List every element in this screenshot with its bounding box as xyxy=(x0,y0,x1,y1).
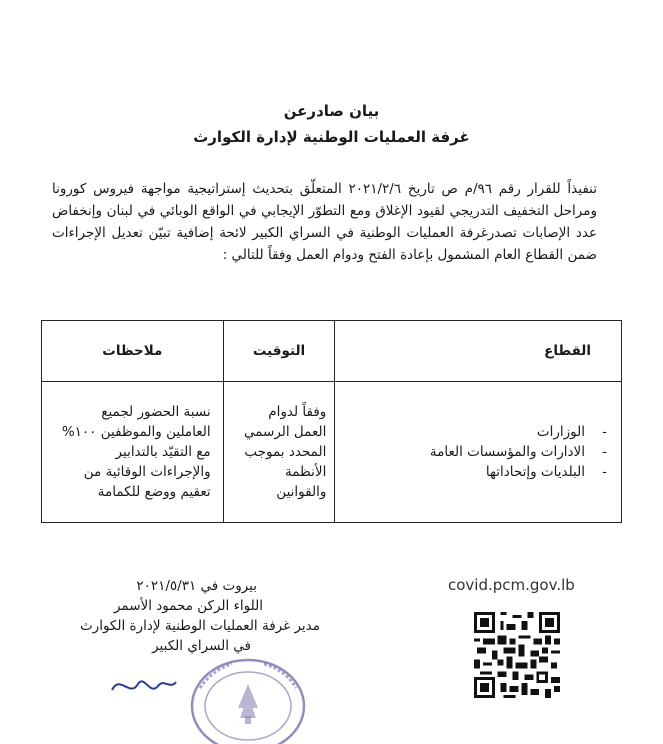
notes-cell: نسبة الحضور لجميع العاملين والموظفين ١٠٠% مع التقيّد بالتدابير والإجراءات الوقائية من تعقيم ووضع للكمامة xyxy=(42,382,224,523)
website-link[interactable]: covid.pcm.gov.lb xyxy=(448,576,575,594)
sector-schedule-table xyxy=(41,320,622,523)
signatory-location: في السراي الكبير xyxy=(152,638,251,654)
statement-heading: بيان صادرعن xyxy=(283,102,380,120)
qr-code-icon xyxy=(474,612,560,698)
intro-paragraph: تنفيذاً للقرار رقم ٩٦/م ص تاريخ ٢٠٢١/٢/٦ المتعلّق بتحديث إستراتيجية مواجهة فيروس كورونا ومراحل التخفيف التدريجي لقيود الإغلاق ومع التطوّر الإيجابي في الواقع الوبائي في لبنان وإنخفاض عدد الإصابات تصدرغرفة العمليات الوطنية في السراي الكبير لائحة إضافية تبيّن تعديل الإجراءات ضمن القطاع العام المشمول بإعادة الفتح ودوام العمل وفقاً للتالي : xyxy=(52,181,597,263)
list-item: - الوزارات xyxy=(336,422,607,442)
list-item: - البلديات وإتحاداتها xyxy=(336,462,607,482)
sector-cell xyxy=(335,382,622,523)
official-seal-icon xyxy=(182,648,310,744)
notes-column-header: ملاحظات xyxy=(42,321,224,382)
timing-cell: وفقاً لدوام العمل الرسمي المحدد بموجب الأنظمة والقوانين xyxy=(223,382,335,523)
signatory-name: اللواء الركن محمود الأسمر xyxy=(113,598,263,614)
sector-column-header: القطاع xyxy=(335,321,622,382)
timing-column-header: التوقيت xyxy=(223,321,335,382)
sector-list xyxy=(336,422,607,482)
issuer-heading: غرفة العمليات الوطنية لإدارة الكوارث xyxy=(193,128,470,146)
signature-scrawl-icon xyxy=(108,668,178,702)
signatory-title: مدير غرفة العمليات الوطنية لإدارة الكوارث xyxy=(79,618,320,634)
list-item: - الادارات والمؤسسات العامة xyxy=(336,442,607,462)
signature-date: بيروت في ٢٠٢١/٥/٣١ xyxy=(136,578,257,594)
table-header-row xyxy=(42,321,622,382)
table-row xyxy=(42,382,622,523)
